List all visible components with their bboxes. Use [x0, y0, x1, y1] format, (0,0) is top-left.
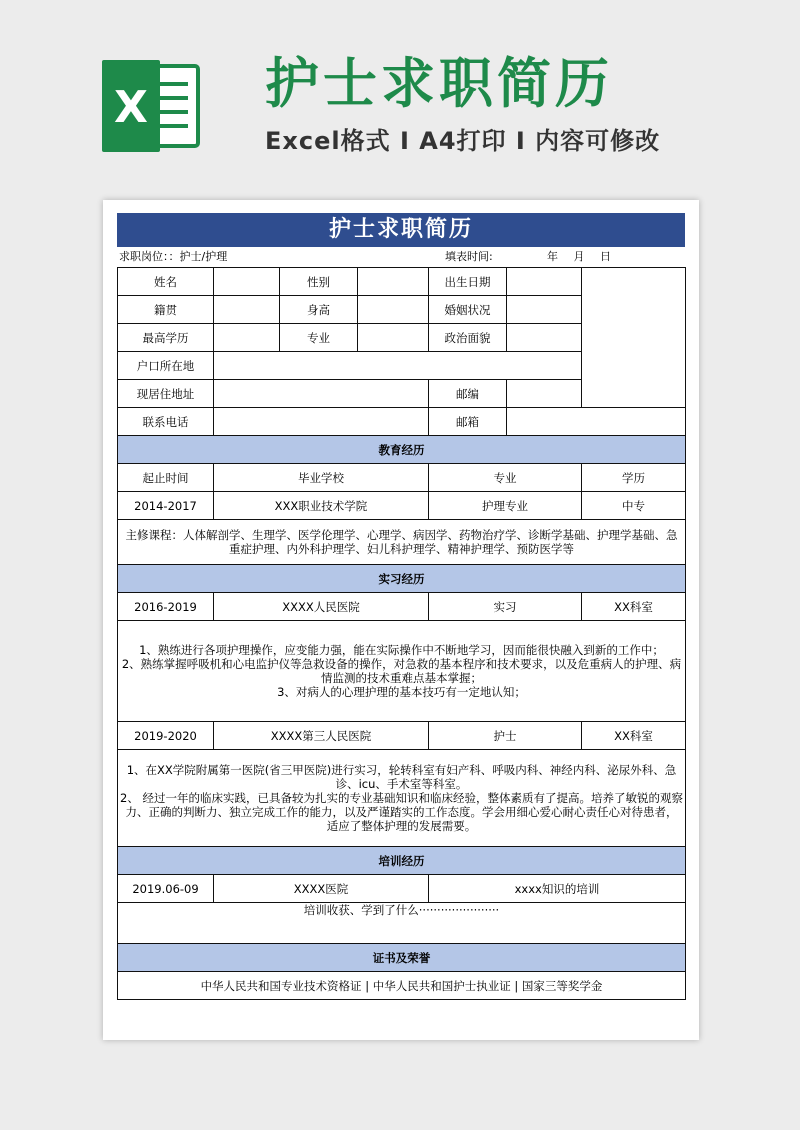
marital-label: 婚姻状况: [429, 296, 507, 324]
address-value[interactable]: [214, 380, 429, 408]
section-education: 教育经历: [118, 436, 686, 464]
birth-value[interactable]: [507, 268, 582, 296]
political-label: 政治面貌: [429, 324, 507, 352]
edu-degree[interactable]: 中专: [582, 492, 686, 520]
birth-label: 出生日期: [429, 268, 507, 296]
address-label: 现居住地址: [118, 380, 214, 408]
edu-time[interactable]: 2014-2017: [118, 492, 214, 520]
intern1-desc-line: 2、熟练掌握呼吸机和心电监护仪等急救设备的操作，对急救的基本程序和技术要求，以及危重病人的护理、病情监测的技术重难点基本掌握；: [121, 657, 682, 685]
political-value[interactable]: [507, 324, 582, 352]
date-label: 年 月 日: [547, 250, 611, 263]
sheet-title: 护士求职简历: [117, 213, 685, 247]
intern2-desc-line: 1、在XX学院附属第一医院(省三甲医院)进行实习，轮转科室有妇产科、呼吸内科、神经内科、泌尿外科、急诊、icu、手术室等科室。: [126, 763, 677, 791]
fill-time-label: 填表时间:: [445, 250, 493, 263]
intern1-desc-line: 1、熟练进行各项护理操作，应变能力强，能在实际操作中不断地学习，因而能很快融入到新的工作中；: [139, 643, 664, 657]
intern2-dept[interactable]: XX科室: [582, 722, 686, 750]
photo-cell[interactable]: [582, 268, 686, 408]
gender-value[interactable]: [358, 268, 429, 296]
training-hospital[interactable]: XXXX医院: [214, 875, 429, 903]
resume-paper: [103, 200, 699, 1040]
honors-text[interactable]: 中华人民共和国专业技术资格证 | 中华人民共和国护士执业证 | 国家三等奖学金: [118, 972, 686, 1000]
edu-header-degree: 学历: [582, 464, 686, 492]
education-value[interactable]: [214, 324, 280, 352]
phone-label: 联系电话: [118, 408, 214, 436]
training-time[interactable]: 2019.06-09: [118, 875, 214, 903]
name-label: 姓名: [118, 268, 214, 296]
svg-text:X: X: [114, 82, 148, 133]
origin-label: 籍贯: [118, 296, 214, 324]
intern1-desc-line: 3、对病人的心理护理的基本技巧有一定地认知；: [277, 685, 526, 699]
intern1-hospital[interactable]: XXXX人民医院: [214, 593, 429, 621]
postcode-label: 邮编: [429, 380, 507, 408]
edu-header-time: 起止时间: [118, 464, 214, 492]
phone-value[interactable]: [214, 408, 429, 436]
training-topic[interactable]: xxxx知识的培训: [429, 875, 686, 903]
excel-icon: [96, 56, 204, 156]
intern1-time[interactable]: 2016-2019: [118, 593, 214, 621]
training-gains[interactable]: 培训收获、学到了什么······················: [118, 903, 686, 944]
height-value[interactable]: [358, 296, 429, 324]
gender-label: 性别: [280, 268, 358, 296]
intern2-time[interactable]: 2019-2020: [118, 722, 214, 750]
page-title: 护士求职简历: [265, 52, 613, 115]
hukou-label: 户口所在地: [118, 352, 214, 380]
major-label: 专业: [280, 324, 358, 352]
intern2-hospital[interactable]: XXXX第三人民医院: [214, 722, 429, 750]
intern2-role[interactable]: 护士: [429, 722, 582, 750]
edu-header-school: 毕业学校: [214, 464, 429, 492]
hukou-value[interactable]: [214, 352, 582, 380]
resume-table: [117, 267, 686, 1000]
section-honors: 证书及荣誉: [118, 944, 686, 972]
major-value[interactable]: [358, 324, 429, 352]
origin-value[interactable]: [214, 296, 280, 324]
intern2-desc[interactable]: [118, 750, 686, 847]
position-label: 求职岗位：：护士/护理: [119, 250, 228, 263]
page-subtitle: Excel格式 I A4打印 I 内容可修改: [265, 127, 661, 155]
marital-value[interactable]: [507, 296, 582, 324]
resume-sheet: [117, 213, 685, 1000]
sheet-info-row: [117, 247, 685, 267]
email-value[interactable]: [507, 408, 686, 436]
section-training: 培训经历: [118, 847, 686, 875]
section-internship: 实习经历: [118, 565, 686, 593]
edu-school[interactable]: XXX职业技术学院: [214, 492, 429, 520]
edu-courses[interactable]: 主修课程：人体解剖学、生理学、医学伦理学、心理学、病因学、药物治疗学、诊断学基础、护理学基础、急重症护理、内外科护理学、妇儿科护理学、精神护理学、预防医学等: [118, 520, 686, 565]
postcode-value[interactable]: [507, 380, 582, 408]
edu-major[interactable]: 护理专业: [429, 492, 582, 520]
name-value[interactable]: [214, 268, 280, 296]
intern1-dept[interactable]: XX科室: [582, 593, 686, 621]
email-label: 邮箱: [429, 408, 507, 436]
height-label: 身高: [280, 296, 358, 324]
intern1-desc[interactable]: [118, 621, 686, 722]
intern2-desc-line: 2、 经过一年的临床实践，已具备较为扎实的专业基础知识和临床经验，整体素质有了提高。培养了敏锐的观察力、正确的判断力、独立完成工作的能力，以及严谨踏实的工作态度。学会用细心爱心耐心责任心对待患者，适应了整体护理的发展需要。: [120, 791, 683, 833]
edu-header-major: 专业: [429, 464, 582, 492]
intern1-role[interactable]: 实习: [429, 593, 582, 621]
education-label: 最高学历: [118, 324, 214, 352]
